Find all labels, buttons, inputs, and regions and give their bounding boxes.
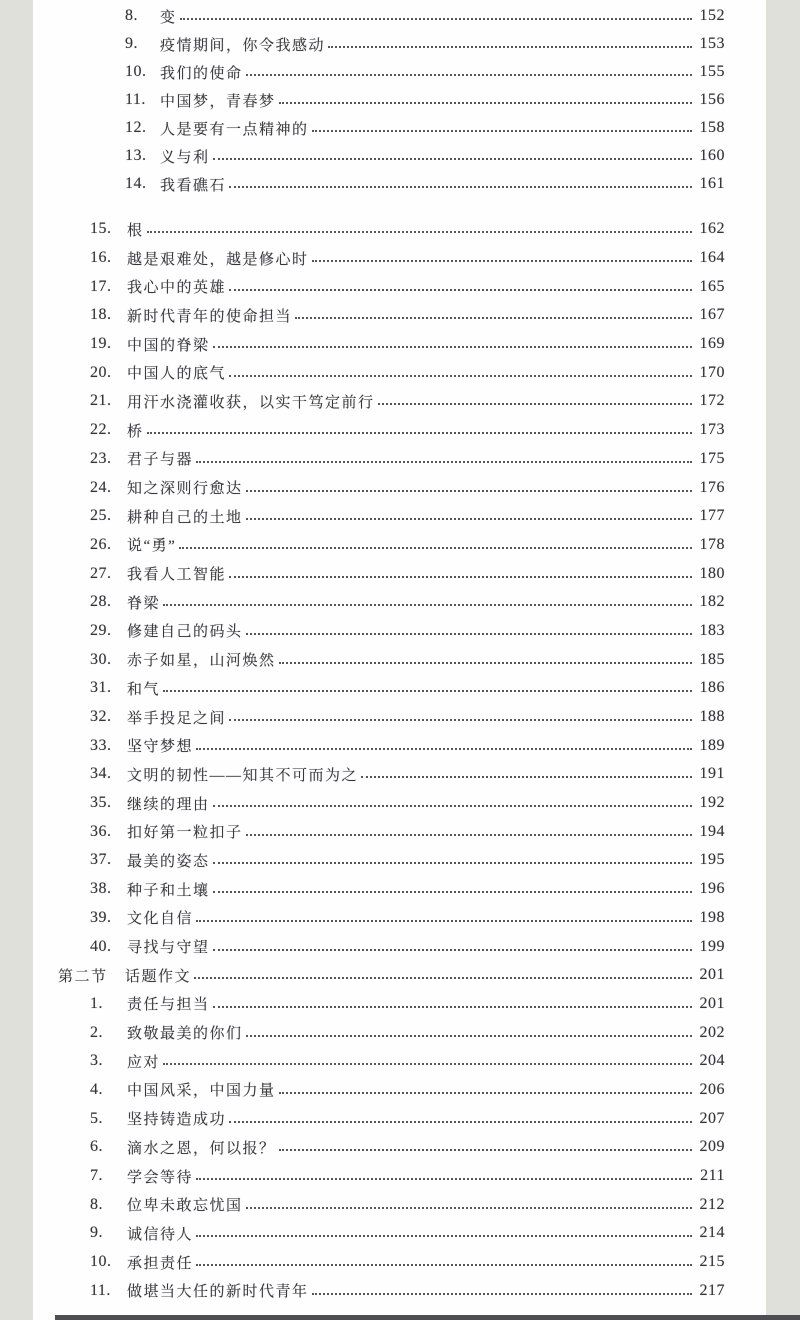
toc-item-page: 172 — [699, 392, 725, 410]
toc-row — [33, 846, 766, 875]
toc-row — [33, 416, 766, 445]
toc-item-number: 32. — [90, 708, 112, 726]
toc-item-page: 175 — [699, 449, 725, 467]
dot-leader — [246, 633, 692, 635]
dot-leader — [196, 461, 692, 463]
toc-item-number: 4. — [90, 1080, 103, 1098]
toc-item-page: 185 — [699, 650, 725, 668]
toc-item-title: 用汗水浇灌收获，以实干笃定前行 — [127, 394, 375, 411]
toc-item-number: 35. — [90, 794, 112, 812]
toc-item-title: 最美的姿态 — [127, 853, 210, 870]
toc-item-page: 153 — [699, 35, 725, 52]
toc-item-number: 21. — [90, 392, 112, 410]
toc-item-page: 194 — [699, 822, 725, 840]
toc-item-title: 话题作文 — [125, 968, 192, 985]
toc-item-page: 186 — [699, 679, 725, 697]
toc-item-title: 我心中的英雄 — [127, 280, 227, 297]
toc-item-number: 40. — [90, 937, 112, 955]
toc-item-page: 156 — [699, 91, 725, 108]
toc-item-title: 滴水之恩，何以报？ — [127, 1140, 276, 1157]
toc-item-page: 180 — [699, 564, 725, 582]
toc-row — [33, 875, 766, 904]
toc-item-page: 152 — [699, 7, 725, 24]
scan-margin-right — [766, 0, 800, 1320]
toc-row — [33, 272, 766, 301]
dot-leader — [179, 547, 692, 549]
toc-row — [33, 502, 766, 531]
toc-item-page: 195 — [699, 851, 725, 869]
dot-leader — [213, 805, 692, 807]
toc-item-number: 14. — [125, 175, 147, 192]
toc-item-title: 举手投足之间 — [127, 710, 227, 727]
toc-row — [33, 1190, 766, 1219]
toc-item-page: 217 — [699, 1281, 725, 1299]
dot-leader — [163, 1063, 692, 1065]
toc-item-number: 15. — [90, 220, 112, 238]
toc-row — [33, 617, 766, 646]
dot-leader — [147, 231, 692, 233]
scan-margin-left — [0, 0, 33, 1320]
dot-leader — [246, 518, 692, 520]
toc-item-number: 11. — [90, 1281, 111, 1299]
toc-item-title: 学会等待 — [127, 1169, 194, 1186]
toc-item-number: 18. — [90, 306, 112, 324]
dot-leader — [312, 130, 692, 132]
toc-item-title: 变 — [160, 9, 177, 26]
dot-leader — [196, 1235, 692, 1237]
toc-item-page: 165 — [699, 277, 725, 295]
toc-item-page: 189 — [699, 736, 725, 754]
toc-item-number: 27. — [90, 564, 112, 582]
toc-item-number: 10. — [125, 63, 147, 80]
dot-leader — [163, 604, 692, 606]
dot-leader — [229, 1121, 692, 1123]
toc-row — [33, 473, 766, 502]
toc-item-number: 2. — [90, 1023, 103, 1041]
toc-item-title: 扣好第一粒扣子 — [127, 825, 243, 842]
toc-item-page: 215 — [699, 1253, 725, 1271]
toc-item-number: 24. — [90, 478, 112, 496]
dot-leader — [213, 158, 692, 160]
toc-row — [33, 445, 766, 474]
toc-item-page: 173 — [699, 421, 725, 439]
toc-item-number: 11. — [125, 91, 146, 108]
toc-item-number: 26. — [90, 535, 112, 553]
toc-item-page: 206 — [699, 1080, 725, 1098]
next-page-edge-shadow — [55, 1315, 800, 1320]
toc-row — [33, 1248, 766, 1277]
toc-row — [33, 904, 766, 933]
toc-row — [33, 86, 766, 114]
toc-row — [33, 760, 766, 789]
toc-item-number: 10. — [90, 1253, 112, 1271]
toc-item-title: 做堪当大任的新时代青年 — [127, 1284, 309, 1301]
toc-item-page: 162 — [699, 220, 725, 238]
toc-row — [33, 645, 766, 674]
toc-item-title: 中国梦，青春梦 — [160, 93, 276, 110]
toc-item-title: 坚持铸造成功 — [127, 1112, 227, 1129]
toc-item-title: 疫情期间，你令我感动 — [160, 37, 326, 54]
toc-row — [33, 703, 766, 732]
toc-row — [33, 817, 766, 846]
toc-item-page: 207 — [699, 1109, 725, 1127]
toc-item-number: 3. — [90, 1052, 103, 1070]
toc-item-title: 中国的脊梁 — [127, 337, 210, 354]
toc-item-page: 201 — [699, 994, 725, 1012]
toc-item-title: 寻找与守望 — [127, 940, 210, 957]
toc-section-upper — [33, 0, 766, 198]
toc-item-number: 第二节 — [58, 968, 108, 985]
dot-leader — [213, 862, 692, 864]
toc-item-number: 39. — [90, 908, 112, 926]
toc-item-title: 应对 — [127, 1054, 161, 1071]
toc-item-page: 209 — [699, 1138, 725, 1156]
toc-item-number: 38. — [90, 880, 112, 898]
toc-item-title: 桥 — [127, 423, 144, 440]
toc-row — [33, 330, 766, 359]
dot-leader — [163, 690, 692, 692]
toc-item-number: 22. — [90, 421, 112, 439]
toc-row — [33, 114, 766, 142]
dot-leader — [246, 490, 692, 492]
toc-item-page: 164 — [699, 249, 725, 267]
toc-item-number: 20. — [90, 363, 112, 381]
toc-row — [33, 1104, 766, 1133]
toc-row — [33, 58, 766, 86]
toc-item-page: 188 — [699, 708, 725, 726]
toc-item-number: 13. — [125, 147, 147, 164]
toc-item-title: 越是艰难处，越是修心时 — [127, 251, 309, 268]
toc-item-page: 176 — [699, 478, 725, 496]
toc-item-number: 6. — [90, 1138, 103, 1156]
toc-item-number: 8. — [125, 7, 138, 24]
toc-row — [33, 588, 766, 617]
toc-item-number: 9. — [90, 1224, 103, 1242]
toc-item-title: 种子和土壤 — [127, 882, 210, 899]
toc-item-title: 责任与担当 — [127, 997, 210, 1014]
toc-section-lower — [33, 215, 766, 1305]
toc-item-number: 5. — [90, 1109, 103, 1127]
dot-leader — [328, 46, 692, 48]
toc-item-page: 160 — [699, 147, 725, 164]
toc-row — [33, 1018, 766, 1047]
dot-leader — [213, 1006, 692, 1008]
toc-item-title: 赤子如星，山河焕然 — [127, 653, 276, 670]
dot-leader — [213, 891, 692, 893]
toc-item-title: 中国风采，中国力量 — [127, 1083, 276, 1100]
dot-leader — [213, 346, 692, 348]
dot-leader — [229, 186, 692, 188]
dot-leader — [147, 432, 692, 434]
dot-leader — [312, 260, 692, 262]
toc-item-page: 211 — [700, 1167, 725, 1185]
dot-leader — [194, 977, 692, 979]
toc-item-title: 和气 — [127, 681, 161, 698]
dot-leader — [213, 949, 692, 951]
toc-item-title: 我们的使命 — [160, 65, 243, 82]
toc-item-page: 177 — [699, 507, 725, 525]
toc-item-number: 36. — [90, 822, 112, 840]
toc-row — [33, 674, 766, 703]
toc-row — [33, 2, 766, 30]
toc-item-title: 诚信待人 — [127, 1226, 194, 1243]
toc-item-number: 23. — [90, 449, 112, 467]
dot-leader — [279, 102, 692, 104]
dot-leader — [196, 920, 692, 922]
toc-item-title: 根 — [127, 222, 144, 239]
toc-row — [33, 1133, 766, 1162]
toc-item-page: 170 — [699, 363, 725, 381]
toc-item-title: 知之深则行愈达 — [127, 481, 243, 498]
dot-leader — [279, 1149, 692, 1151]
toc-item-number: 9. — [125, 35, 138, 52]
toc-item-page: 198 — [699, 908, 725, 926]
toc-item-number: 19. — [90, 335, 112, 353]
toc-item-title: 文化自信 — [127, 911, 194, 928]
toc-item-page: 196 — [699, 880, 725, 898]
toc-row — [33, 559, 766, 588]
toc-row — [33, 170, 766, 198]
toc-row — [33, 1276, 766, 1305]
dot-leader — [295, 317, 692, 319]
toc-item-number: 33. — [90, 736, 112, 754]
dot-leader — [229, 375, 692, 377]
dot-leader — [229, 289, 692, 291]
dot-leader — [312, 1293, 692, 1295]
dot-leader — [246, 74, 692, 76]
dot-leader — [229, 576, 692, 578]
toc-item-page: 167 — [699, 306, 725, 324]
toc-row — [33, 1047, 766, 1076]
toc-item-title: 致敬最美的你们 — [127, 1026, 243, 1043]
toc-row — [33, 961, 766, 990]
toc-item-number: 8. — [90, 1195, 103, 1213]
toc-item-title: 继续的理由 — [127, 796, 210, 813]
toc-item-page: 192 — [699, 794, 725, 812]
toc-item-title: 我看礁石 — [160, 177, 227, 194]
toc-item-number: 34. — [90, 765, 112, 783]
dot-leader — [180, 18, 692, 20]
toc-row — [33, 358, 766, 387]
toc-row — [33, 1076, 766, 1105]
toc-item-page: 183 — [699, 621, 725, 639]
toc-item-title: 义与利 — [160, 149, 210, 166]
toc-item-title: 脊梁 — [127, 595, 161, 612]
toc-item-page: 201 — [699, 966, 725, 984]
toc-row — [33, 244, 766, 273]
toc-item-title: 坚守梦想 — [127, 739, 194, 756]
dot-leader — [279, 662, 692, 664]
toc-row — [33, 215, 766, 244]
toc-row — [33, 301, 766, 330]
toc-item-page: 204 — [699, 1052, 725, 1070]
toc-item-title: 说“勇” — [127, 538, 177, 555]
toc-item-title: 耕种自己的土地 — [127, 509, 243, 526]
toc-item-title: 新时代青年的使命担当 — [127, 308, 293, 325]
toc-item-title: 中国人的底气 — [127, 366, 227, 383]
toc-item-page: 182 — [699, 593, 725, 611]
toc-item-page: 155 — [699, 63, 725, 80]
dot-leader — [196, 1178, 692, 1180]
toc-item-page: 158 — [699, 119, 725, 136]
book-page — [33, 0, 766, 1305]
dot-leader — [229, 719, 692, 721]
toc-row — [33, 1162, 766, 1191]
toc-row — [33, 142, 766, 170]
dot-leader — [246, 1035, 692, 1037]
toc-item-page: 212 — [699, 1195, 725, 1213]
toc-row — [33, 1219, 766, 1248]
toc-row — [33, 932, 766, 961]
toc-item-number: 7. — [90, 1167, 103, 1185]
toc-item-title: 君子与器 — [127, 452, 194, 469]
dot-leader — [361, 776, 692, 778]
toc-item-page: 178 — [699, 535, 725, 553]
toc-item-title: 我看人工智能 — [127, 567, 227, 584]
dot-leader — [246, 1207, 692, 1209]
toc-item-page: 214 — [699, 1224, 725, 1242]
toc-item-number: 17. — [90, 277, 112, 295]
toc-item-page: 191 — [699, 765, 725, 783]
toc-row — [33, 731, 766, 760]
toc-item-number: 16. — [90, 249, 112, 267]
toc-item-page: 169 — [699, 335, 725, 353]
toc-row — [33, 387, 766, 416]
toc-item-number: 12. — [125, 119, 147, 136]
dot-leader — [196, 748, 692, 750]
toc-item-page: 161 — [699, 175, 725, 192]
dot-leader — [378, 403, 692, 405]
toc-item-title: 承担责任 — [127, 1255, 194, 1272]
toc-item-number: 25. — [90, 507, 112, 525]
toc-item-title: 位卑未敢忘忧国 — [127, 1198, 243, 1215]
toc-item-number: 28. — [90, 593, 112, 611]
toc-item-title: 人是要有一点精神的 — [160, 121, 309, 138]
toc-item-number: 31. — [90, 679, 112, 697]
toc-item-number: 30. — [90, 650, 112, 668]
toc-row — [33, 30, 766, 58]
toc-row — [33, 789, 766, 818]
toc-row — [33, 531, 766, 560]
toc-item-number: 29. — [90, 621, 112, 639]
toc-item-title: 文明的韧性——知其不可而为之 — [127, 767, 359, 784]
toc-item-title: 修建自己的码头 — [127, 624, 243, 641]
toc-row — [33, 990, 766, 1019]
dot-leader — [196, 1264, 692, 1266]
toc-item-number: 37. — [90, 851, 112, 869]
dot-leader — [246, 834, 692, 836]
dot-leader — [279, 1092, 692, 1094]
toc-item-page: 202 — [699, 1023, 725, 1041]
toc-item-page: 199 — [699, 937, 725, 955]
toc-item-number: 1. — [90, 994, 103, 1012]
